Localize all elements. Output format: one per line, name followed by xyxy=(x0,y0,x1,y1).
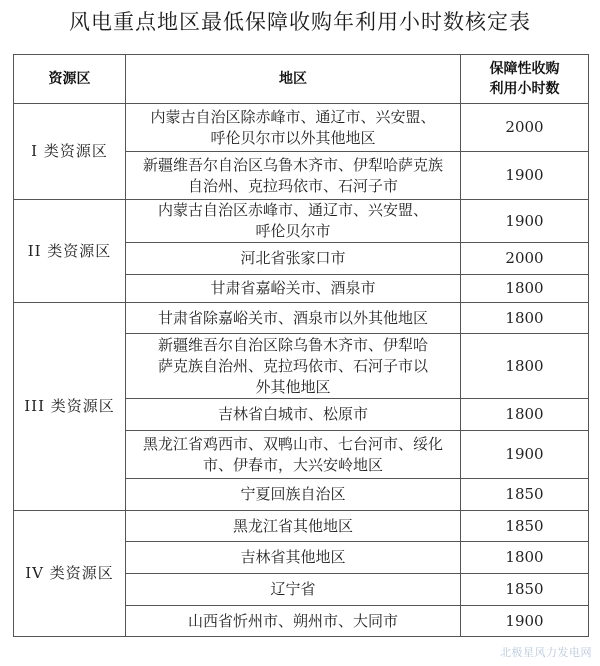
hours-cell: 1800 xyxy=(461,399,589,431)
region-line: 河北省张家口市 xyxy=(240,249,346,267)
region-line: 呼伦贝尔市以外其他地区 xyxy=(210,128,376,147)
region-cell xyxy=(126,104,461,152)
region-cell xyxy=(126,511,461,542)
region-line: 萨克族自治州、克拉玛依市、石河子市以 xyxy=(157,356,428,375)
region-line: 黑龙江省鸡西市、双鸭山市、七台河市、绥化 xyxy=(142,434,443,453)
hours-cell: 1900 xyxy=(461,152,589,200)
table-title: 风电重点地区最低保障收购年利用小时数核定表 xyxy=(69,10,531,34)
zone-cell: IV 类资源区 xyxy=(14,511,126,637)
zone-cell: III 类资源区 xyxy=(14,303,126,511)
header-hours-line: 保障性收购 xyxy=(489,61,560,77)
hours-cell: 1850 xyxy=(461,574,589,606)
zone-cell: II 类资源区 xyxy=(14,200,126,303)
region-cell xyxy=(126,399,461,431)
region-line: 吉林省白城市、松原市 xyxy=(217,405,368,423)
region-cell xyxy=(126,606,461,637)
table-row xyxy=(14,104,589,152)
hours-cell: 1800 xyxy=(461,275,589,303)
region-cell xyxy=(126,574,461,606)
region-line: 外其他地区 xyxy=(255,377,331,396)
region-cell xyxy=(126,431,461,479)
region-line: 新疆维吾尔自治区除乌鲁木齐市、伊犁哈 xyxy=(157,335,428,354)
region-line: 内蒙古自治区赤峰市、通辽市、兴安盟、 xyxy=(157,201,428,219)
region-cell xyxy=(126,152,461,200)
header-zone: 资源区 xyxy=(14,55,126,104)
hours-cell: 1850 xyxy=(461,511,589,542)
hours-cell: 1800 xyxy=(461,334,589,399)
hours-cell: 1850 xyxy=(461,479,589,511)
hours-cell: 1800 xyxy=(461,542,589,574)
region-line: 吉林省其他地区 xyxy=(240,548,346,566)
zone-cell: I 类资源区 xyxy=(14,104,126,200)
header-region: 地区 xyxy=(126,55,461,104)
region-line: 山西省忻州市、朔州市、大同市 xyxy=(187,611,398,630)
region-line: 宁夏回族自治区 xyxy=(240,485,346,503)
region-line: 甘肃省除嘉峪关市、酒泉市以外其他地区 xyxy=(157,308,428,327)
wind-power-hours-table xyxy=(13,54,589,637)
region-line: 辽宁省 xyxy=(270,580,316,598)
table-row xyxy=(14,200,589,243)
region-line: 呼伦贝尔市 xyxy=(255,222,331,240)
hours-cell: 2000 xyxy=(461,243,589,275)
region-line: 甘肃省嘉峪关市、酒泉市 xyxy=(210,279,376,297)
watermark: 北极星风力发电网 xyxy=(500,646,592,659)
hours-cell: 1900 xyxy=(461,431,589,479)
region-cell xyxy=(126,303,461,334)
hours-cell: 1900 xyxy=(461,606,589,637)
region-line: 新疆维吾尔自治区乌鲁木齐市、伊犁哈萨克族 xyxy=(142,155,443,174)
region-cell xyxy=(126,200,461,243)
table-row xyxy=(14,511,589,542)
header-row xyxy=(14,55,589,104)
region-line: 自治州、克拉玛依市、石河子市 xyxy=(187,176,398,195)
region-line: 市、伊春市，大兴安岭地区 xyxy=(202,455,383,474)
hours-cell: 2000 xyxy=(461,104,589,152)
region-cell xyxy=(126,542,461,574)
hours-cell: 1800 xyxy=(461,303,589,334)
region-line: 内蒙古自治区除赤峰市、通辽市、兴安盟、 xyxy=(150,107,436,126)
header-hours xyxy=(461,55,589,104)
header-hours-line: 利用小时数 xyxy=(489,81,560,97)
table-row xyxy=(14,303,589,334)
region-cell xyxy=(126,479,461,511)
region-cell xyxy=(126,334,461,399)
hours-cell: 1900 xyxy=(461,200,589,243)
region-line: 黑龙江省其他地区 xyxy=(232,516,353,535)
table-body xyxy=(14,104,589,637)
region-cell xyxy=(126,275,461,303)
region-cell xyxy=(126,243,461,275)
